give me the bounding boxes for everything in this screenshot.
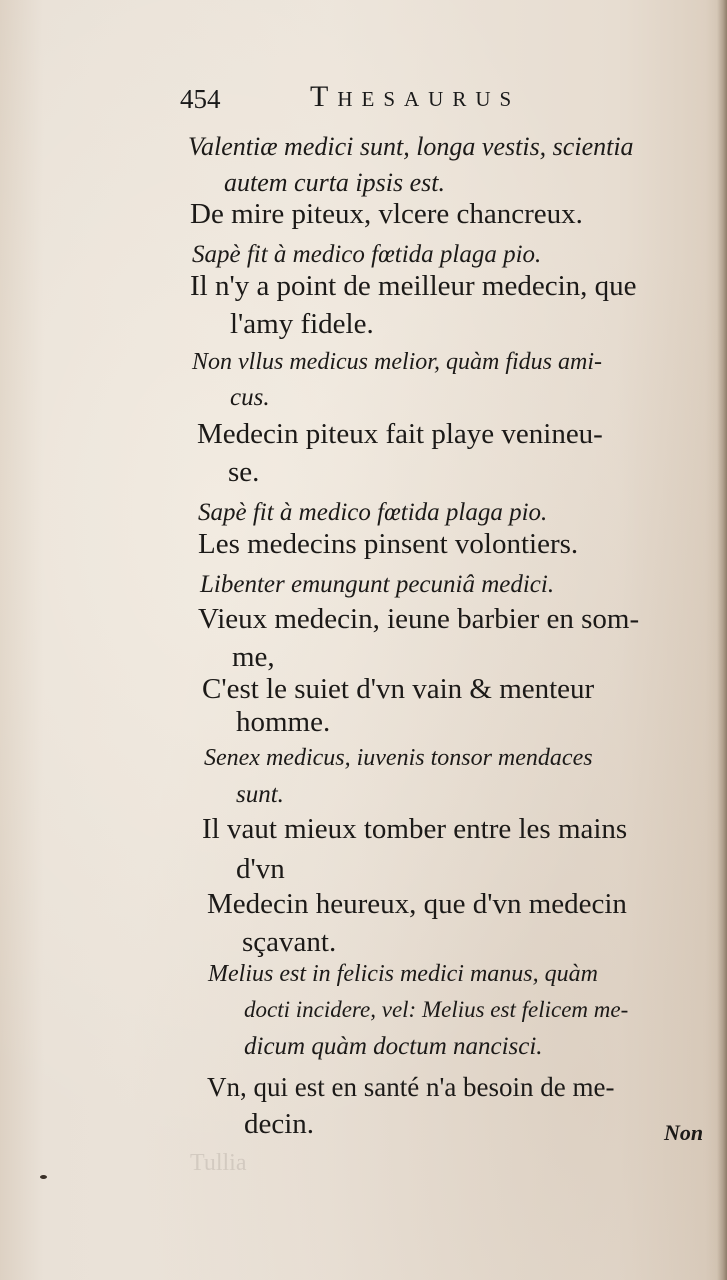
page-number: 454 [180, 84, 221, 114]
running-title: Thesaurus [310, 80, 521, 113]
latin-line: Senex medicus, iuvenis tonsor mendaces [204, 745, 593, 771]
french-line: decin. [244, 1108, 315, 1140]
french-line: l'amy fidele. [230, 308, 374, 340]
french-line: Il n'y a point de meilleur medecin, que [190, 270, 637, 302]
french-line: Il vaut mieux tomber entre les mains [202, 813, 628, 845]
french-line: Vieux medecin, ieune barbier en som- [198, 603, 640, 635]
french-line: me, [232, 641, 275, 673]
french-line: Medecin piteux fait playe venineu- [197, 418, 603, 450]
french-line: se. [228, 456, 260, 488]
show-through-text: Tullia [190, 1150, 247, 1176]
french-line: sçavant. [242, 926, 337, 958]
latin-line: Non vllus medicus melior, quàm fidus ami- [192, 349, 602, 375]
ink-speck [40, 1175, 47, 1179]
french-line: De mire piteux, vlcere chancreux. [190, 198, 583, 230]
latin-line: autem curta ipsis est. [224, 168, 445, 197]
french-line: Vn, qui est en santé n'a besoin de me- [207, 1072, 615, 1102]
latin-line: docti incidere, vel: Melius est felicem me- [244, 997, 629, 1022]
latin-line: sunt. [236, 781, 284, 808]
latin-line: Melius est in felicis medici manus, quàm [208, 961, 598, 987]
french-line: d'vn [236, 853, 285, 885]
french-line: Medecin heureux, que d'vn medecin [207, 888, 627, 920]
catchword: Non [664, 1120, 704, 1145]
latin-line: Libenter emungunt pecuniâ medici. [200, 571, 555, 598]
french-line: C'est le suiet d'vn vain & menteur [202, 673, 595, 705]
latin-line: Sapè fit à medico fœtida plaga pio. [198, 499, 548, 526]
latin-line: Valentiæ medici sunt, longa vestis, scientia [188, 132, 634, 161]
latin-line: Sapè fit à medico fœtida plaga pio. [192, 241, 542, 268]
latin-line: dicum quàm doctum nancisci. [244, 1033, 543, 1060]
french-line: homme. [236, 706, 331, 738]
french-line: Les medecins pinsent volontiers. [198, 528, 579, 560]
latin-line: cus. [230, 384, 270, 411]
